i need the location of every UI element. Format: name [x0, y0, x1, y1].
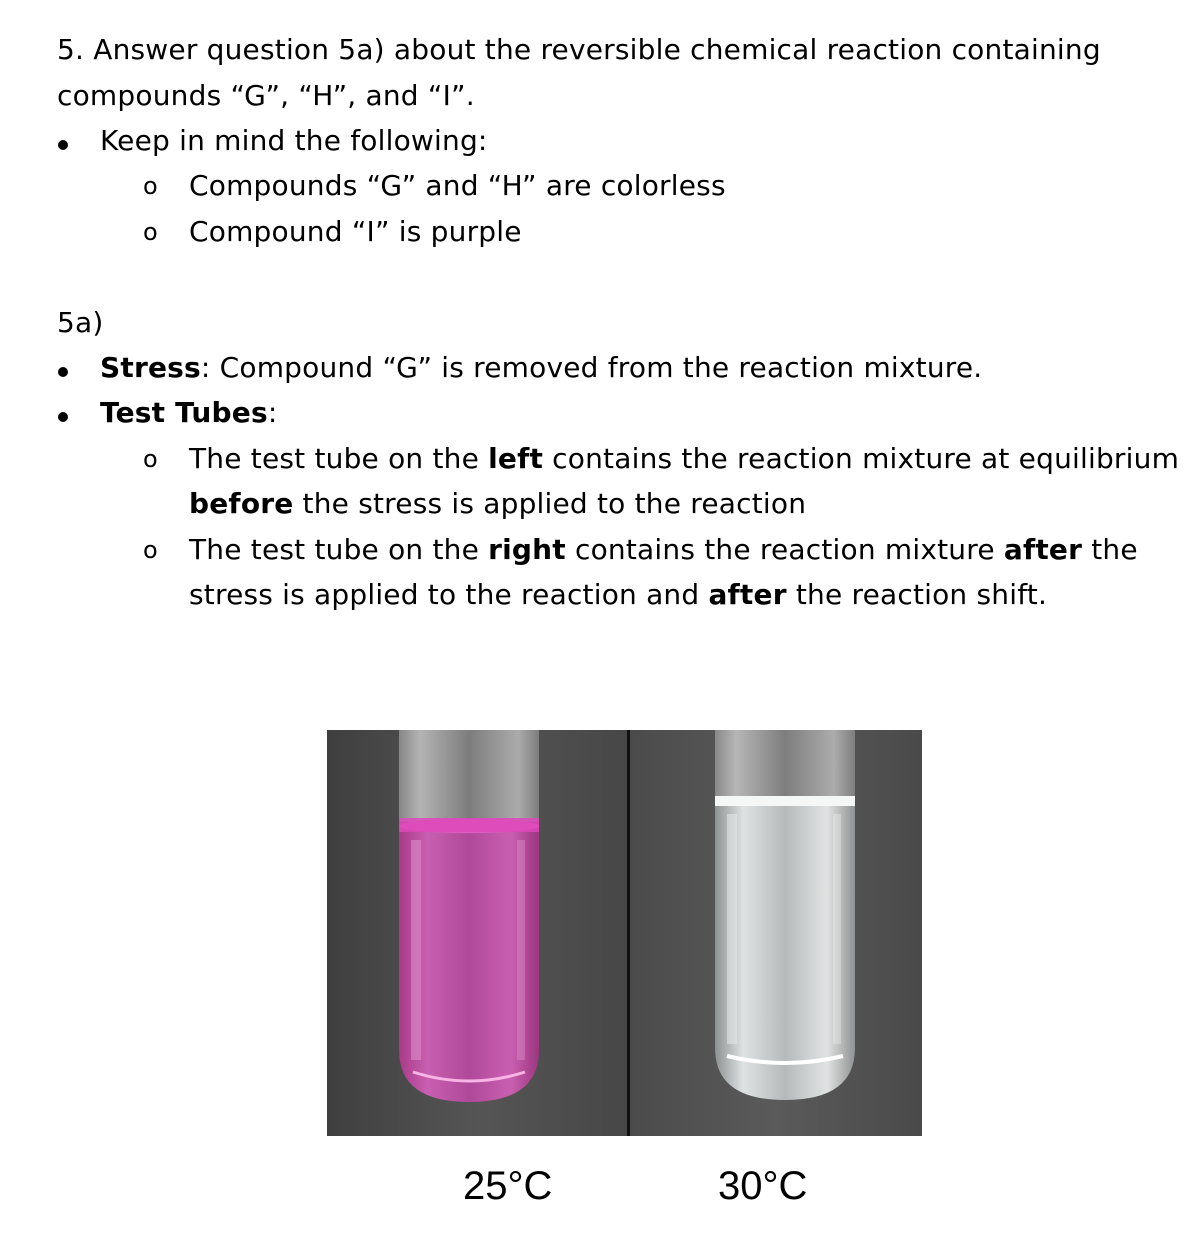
- question-intro-line1: 5. Answer question 5a) about the reversible chemical reaction containing: [57, 33, 1101, 66]
- sub-bullet: o: [143, 445, 158, 473]
- stress-line: [100, 350, 982, 386]
- bullet-stress: [58, 367, 68, 377]
- bullet-test-tubes: [58, 412, 68, 422]
- stress-text: : Compound “G” is removed from the reaction mixture.: [200, 351, 983, 384]
- right-test-tube: [715, 730, 855, 1100]
- note-1: Compounds “G” and “H” are colorless: [189, 169, 726, 202]
- test-tubes-label: Test Tubes: [100, 396, 268, 429]
- sub-bullet: o: [143, 536, 158, 564]
- part-label: 5a): [57, 306, 104, 339]
- photo-divider: [627, 730, 630, 1136]
- left-tube-line2: before the stress is applied to the reaction: [189, 487, 807, 520]
- right-temperature-label: 30°C: [718, 1164, 808, 1208]
- sub-bullet: o: [143, 218, 158, 246]
- left-temperature-label: 25°C: [463, 1164, 553, 1208]
- question-intro-line2: compounds “G”, “H”, and “I”.: [57, 79, 475, 112]
- keep-in-mind-label: Keep in mind the following:: [100, 124, 488, 157]
- bullet-keep-in-mind: [58, 140, 68, 150]
- stress-label: Stress: [100, 351, 201, 384]
- sub-bullet: o: [143, 172, 158, 200]
- test-tubes-line: Test Tubes:: [100, 396, 278, 429]
- left-test-tube: [399, 730, 539, 1102]
- test-tubes-photo: [327, 730, 922, 1136]
- note-2: Compound “I” is purple: [189, 215, 522, 248]
- left-tube-line1: The test tube on the left contains the reaction mixture at equilibrium: [189, 442, 1180, 475]
- right-tube-line1: The test tube on the right contains the reaction mixture after the: [189, 533, 1138, 566]
- right-tube-line2: stress is applied to the reaction and after the reaction shift.: [189, 578, 1048, 611]
